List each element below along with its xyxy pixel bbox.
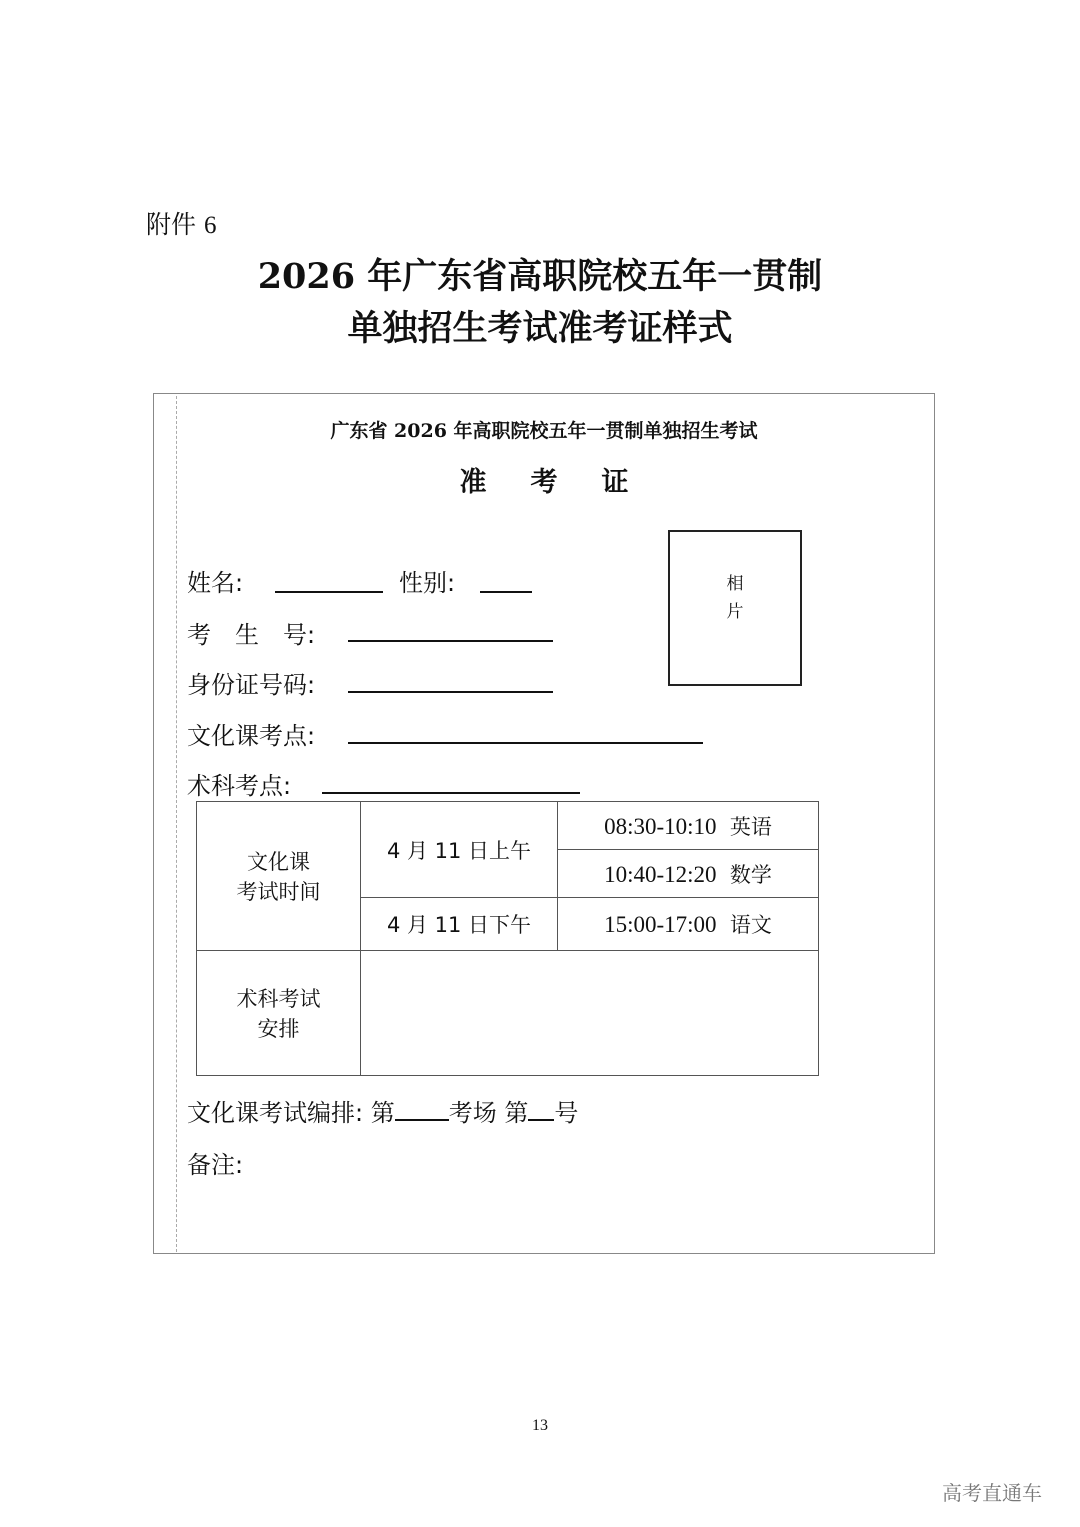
slot-subject: 英语 — [729, 814, 772, 839]
gender-label: 性别: — [399, 569, 456, 597]
photo-box — [668, 530, 802, 686]
schedule-slot-chinese — [558, 898, 819, 951]
id-number-label: 身份证号码: — [187, 671, 316, 699]
document-title-line1: 2026 年广东省高职院校五年一贯制 — [257, 256, 823, 297]
skill-site-label: 术科考点: — [187, 772, 292, 800]
slot-subject: 数学 — [729, 862, 772, 887]
schedule-slot-english — [558, 802, 819, 850]
slot-subject: 语文 — [729, 913, 772, 937]
arrangement-line — [187, 1093, 578, 1128]
seat-suffix: 号 — [554, 1099, 579, 1127]
name-field[interactable] — [275, 591, 383, 593]
seat-field[interactable] — [528, 1119, 554, 1121]
skill-row — [197, 951, 819, 1076]
culture-time-header — [197, 802, 361, 951]
culture-header-line1: 文化课 — [247, 850, 310, 874]
skill-arrangement-header — [197, 951, 361, 1076]
document-title-line2: 单独招生考试准考证样式 — [347, 308, 733, 349]
culture-header-line2: 考试时间 — [236, 880, 321, 904]
remarks-label: 备注: — [187, 1151, 244, 1179]
photo-label-2: 片 — [726, 602, 744, 622]
culture-site-label: 文化课考点: — [187, 722, 316, 750]
attachment-text: 附件 — [146, 210, 197, 239]
room-prefix: 第 — [370, 1099, 395, 1127]
schedule-slot-math — [558, 850, 819, 898]
exam-number-label: 考 生 号: — [187, 621, 316, 649]
skill-site-field[interactable] — [322, 792, 580, 794]
watermark: 高考直通车 — [942, 1481, 1042, 1505]
page-number: 13 — [532, 1417, 548, 1434]
slot-time: 15:00-17:00 — [604, 912, 717, 937]
slot-time: 10:40-12:20 — [604, 861, 717, 887]
skill-arrangement-field[interactable] — [361, 951, 819, 1076]
attachment-number: 6 — [203, 212, 217, 239]
exam-number-field[interactable] — [348, 640, 553, 642]
exam-schedule-table — [196, 801, 819, 1076]
skill-header-line1: 术科考试 — [236, 987, 321, 1011]
id-number-field[interactable] — [348, 691, 553, 693]
seat-prefix: 第 — [504, 1099, 529, 1127]
culture-site-field[interactable] — [348, 742, 703, 744]
card-header: 广东省 2026 年高职院校五年一贯制单独招生考试 — [330, 420, 758, 442]
room-suffix: 考场 — [448, 1099, 497, 1127]
card-subheader: 准考证 — [459, 467, 673, 498]
slot-time: 08:30-10:10 — [604, 813, 717, 839]
attachment-label — [146, 205, 216, 241]
arrangement-label: 文化课考试编排: — [187, 1099, 364, 1127]
remarks-field[interactable] — [250, 1145, 910, 1235]
photo-label-1: 相 — [726, 574, 744, 594]
room-field[interactable] — [395, 1119, 449, 1121]
skill-header-line2: 安排 — [257, 1017, 300, 1041]
gender-field[interactable] — [480, 591, 532, 593]
name-label: 姓名: — [187, 569, 244, 597]
tear-line-divider — [176, 396, 177, 1252]
schedule-row — [197, 802, 819, 850]
schedule-date-pm: 4 月 11 日下午 — [361, 898, 558, 951]
schedule-date-am: 4 月 11 日上午 — [361, 802, 558, 898]
